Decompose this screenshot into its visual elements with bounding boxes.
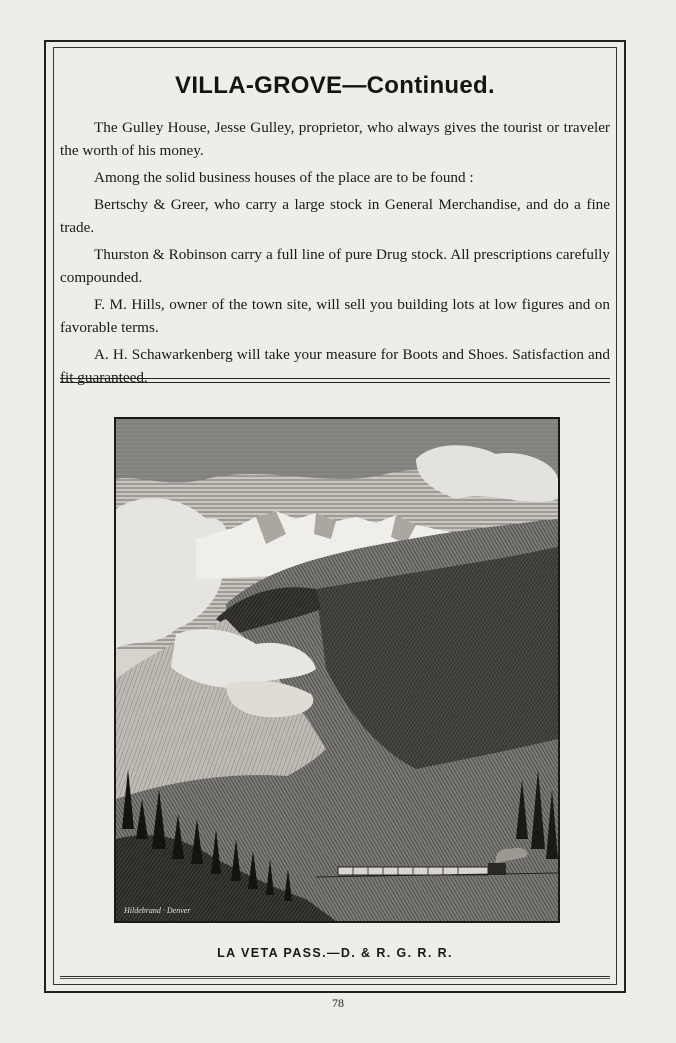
engraving-illustration [114,417,560,923]
page-number: 78 [332,996,344,1010]
heading-continued: Continued. [366,72,495,99]
bottom-divider [60,976,610,979]
paragraph-bertschy-greer: Bertschy & Greer, who carry a large stock in General Merchandise, and do a fine trade. [60,196,610,236]
section-divider [60,378,610,383]
engraver-signature: Hildebrand · Denver [124,906,191,915]
page-heading [53,72,617,100]
heading-title: VILLA-GROVE [175,72,343,99]
paragraph-business-houses: Among the solid business houses of the place are to be found : [94,169,474,186]
paragraph-gulley-house: The Gulley House, Jesse Gulley, proprietor, who always gives the tourist or traveler the worth of his money. [60,119,610,159]
paragraph-thurston-robinson: Thurston & Robinson carry a full line of pure Drug stock. All prescriptions carefully compounded. [60,246,610,286]
paragraph-hills: F. M. Hills, owner of the town site, will sell you building lots at low figures and on favorable terms. [60,296,610,336]
paragraph-schawarkenberg: A. H. Schawarkenberg will take your measure for Boots and Shoes. Satisfaction and fit guaranteed. [60,346,610,386]
heading-dash: — [342,72,367,99]
article-body [60,116,610,393]
illustration-caption: LA VETA PASS.—D. & R. G. R. R. [217,946,453,960]
